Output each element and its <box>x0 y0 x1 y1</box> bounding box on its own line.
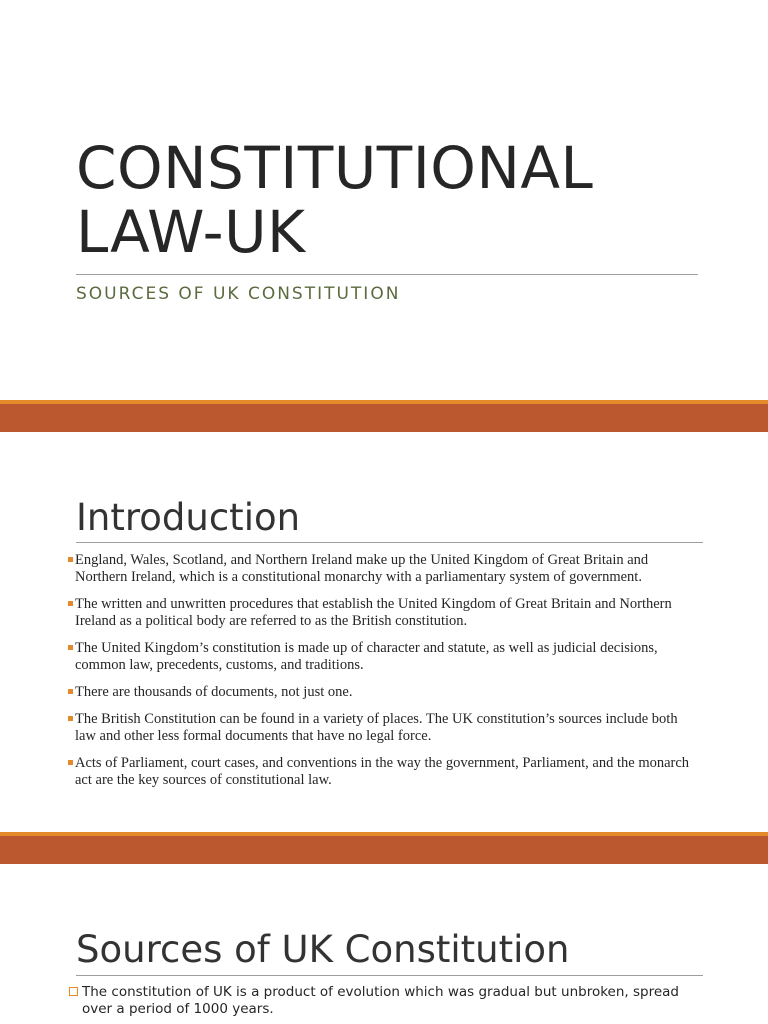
bullet-list <box>68 984 700 1024</box>
bullet-text: England, Wales, Scotland, and Northern Ireland make up the United Kingdom of Great Britain and Northern Ireland, which is a constitutional monarchy with a parliamentary system of government. <box>75 552 649 585</box>
presentation-title <box>76 136 716 264</box>
slide-heading: Sources of UK Constitution <box>76 928 570 971</box>
bullet-text: There are thousands of documents, not just one. <box>75 684 353 700</box>
slide-separator-band <box>0 832 768 864</box>
title-line-1: CONSTITUTIONAL <box>76 134 594 202</box>
bullet-item <box>68 755 700 789</box>
introduction-slide <box>0 432 768 832</box>
bullet-item <box>68 640 700 674</box>
square-bullet-icon <box>68 760 73 765</box>
bullet-text: The constitution of UK is a product of evolution which was gradual but unbroken, spread over a period of 1000 years. <box>82 984 679 1017</box>
bullet-text: Acts of Parliament, court cases, and conventions in the way the government, Parliament, and the monarch act are the key sources of constitutional law. <box>75 755 690 788</box>
square-bullet-icon <box>68 601 73 606</box>
bullet-text: The British Constitution can be found in a variety of places. The UK constitution’s sources include both law and other less formal documents that have no legal force. <box>75 711 678 744</box>
bullet-text: The United Kingdom’s constitution is made up of character and statute, as well as judicial decisions, common law, precedents, customs, and traditions. <box>75 640 658 673</box>
heading-divider <box>76 975 703 976</box>
sources-slide <box>0 864 768 1024</box>
square-bullet-icon <box>68 716 73 721</box>
slide-heading: Introduction <box>76 496 301 539</box>
bullet-item <box>68 596 700 630</box>
title-slide <box>0 0 768 400</box>
title-divider <box>76 274 698 275</box>
bullet-item <box>68 984 700 1018</box>
bullet-item <box>68 711 700 745</box>
bullet-list <box>68 552 700 799</box>
bullet-item <box>68 684 700 701</box>
heading-divider <box>76 542 703 543</box>
presentation-subtitle: SOURCES OF UK CONSTITUTION <box>76 284 401 304</box>
bullet-item <box>68 552 700 586</box>
bullet-text: The written and unwritten procedures that establish the United Kingdom of Great Britain and Northern Ireland as a political body are referred to as the British constitution. <box>75 596 672 629</box>
square-bullet-icon <box>68 557 73 562</box>
hollow-square-bullet-icon <box>69 987 78 996</box>
square-bullet-icon <box>68 689 73 694</box>
square-bullet-icon <box>68 645 73 650</box>
title-line-2: LAW-UK <box>76 198 306 266</box>
slide-separator-band <box>0 400 768 432</box>
